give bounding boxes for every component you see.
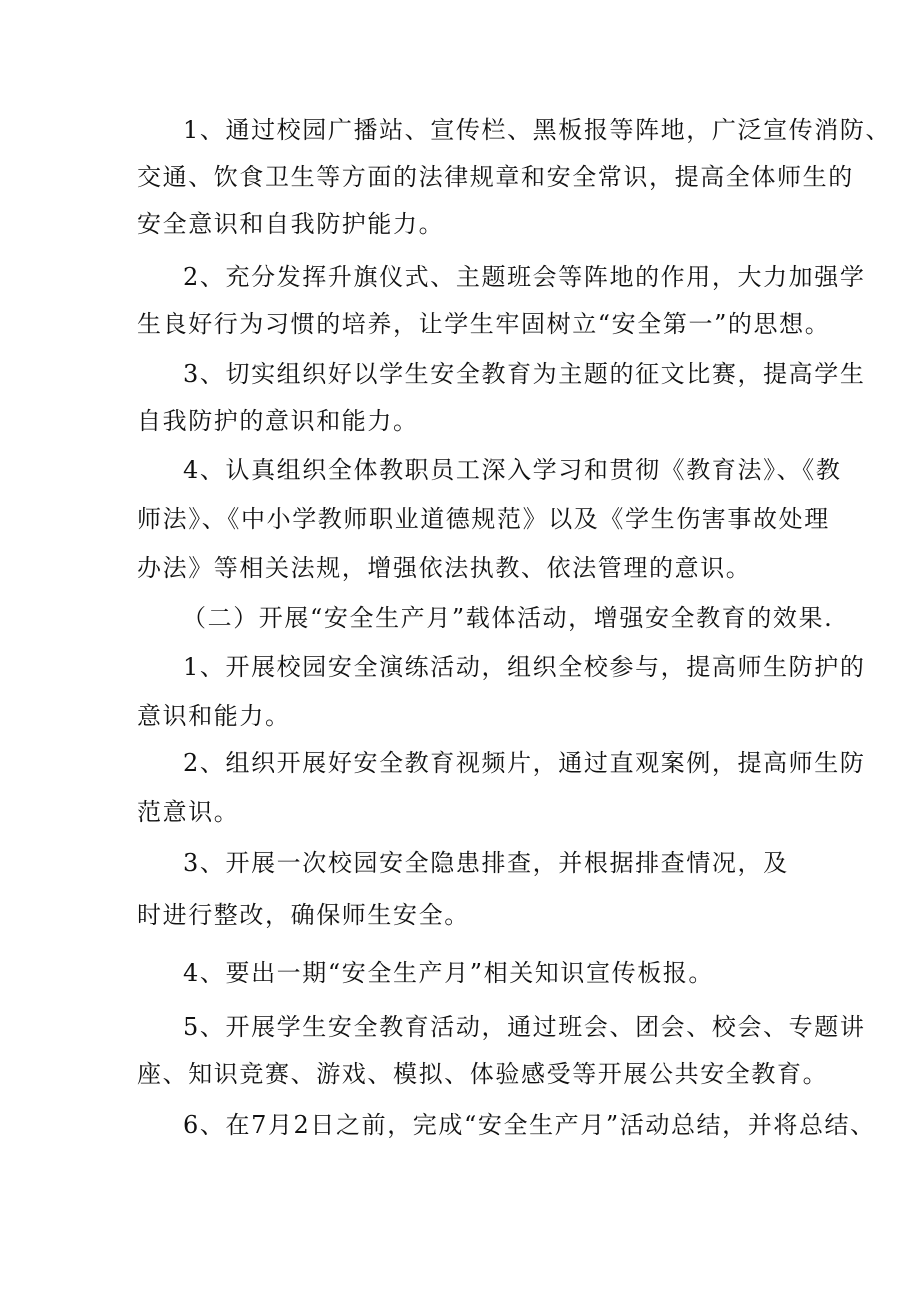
paragraph-11-line-1: 6、在7月2日之前，完成“安全生产月”活动总结，并将总结、 bbox=[183, 1111, 876, 1139]
paragraph-1-line-2: 交通、饮食卫生等方面的法律规章和安全常识，提高全体师生的 bbox=[137, 163, 854, 191]
paragraph-1-line-1: 1、通过校园广播站、宣传栏、黑板报等阵地，广泛宣传消防、 bbox=[183, 116, 892, 144]
paragraph-8-line-2: 时进行整改，确保师生安全。 bbox=[137, 901, 470, 929]
paragraph-7-line-2: 范意识。 bbox=[137, 798, 240, 826]
paragraph-9-line-1: 4、要出一期“安全生产月”相关知识宣传板报。 bbox=[183, 959, 715, 987]
paragraph-6-line-2: 意识和能力。 bbox=[137, 702, 291, 730]
paragraph-1-line-3: 安全意识和自我防护能力。 bbox=[137, 210, 445, 238]
paragraph-10-line-2: 座、知识竞赛、游戏、模拟、体验感受等开展公共安全教育。 bbox=[137, 1060, 829, 1088]
paragraph-4-line-3: 办法》等相关法规，增强依法执教、依法管理的意识。 bbox=[137, 554, 752, 582]
paragraph-3-line-1: 3、切实组织好以学生安全教育为主题的征文比赛，提高学生 bbox=[183, 360, 866, 388]
section-heading-2: （二）开展“安全生产月”载体活动，增强安全教育的效果. bbox=[182, 604, 834, 632]
paragraph-2-line-1: 2、充分发挥升旗仪式、主题班会等阵地的作用，大力加强学 bbox=[183, 263, 866, 291]
paragraph-2-line-2: 生良好行为习惯的培养，让学生牢固树立“安全第一”的思想。 bbox=[137, 310, 831, 338]
paragraph-8-line-1: 3、开展一次校园安全隐患排查，并根据排查情况，及 bbox=[183, 849, 789, 877]
paragraph-4-line-1: 4、认真组织全体教职员工深入学习和贯彻《教育法》、《教 bbox=[183, 456, 842, 484]
paragraph-4-line-2: 师法》、《中小学教师职业道德规范》以及《学生伤害事故处理 bbox=[137, 505, 830, 533]
paragraph-3-line-2: 自我防护的意识和能力。 bbox=[137, 407, 419, 435]
paragraph-6-line-1: 1、开展校园安全演练活动，组织全校参与，提高师生防护的 bbox=[183, 653, 866, 681]
paragraph-10-line-1: 5、开展学生安全教育活动，通过班会、团会、校会、专题讲 bbox=[183, 1013, 866, 1041]
paragraph-7-line-1: 2、组织开展好安全教育视频片，通过直观案例，提高师生防 bbox=[183, 749, 866, 777]
